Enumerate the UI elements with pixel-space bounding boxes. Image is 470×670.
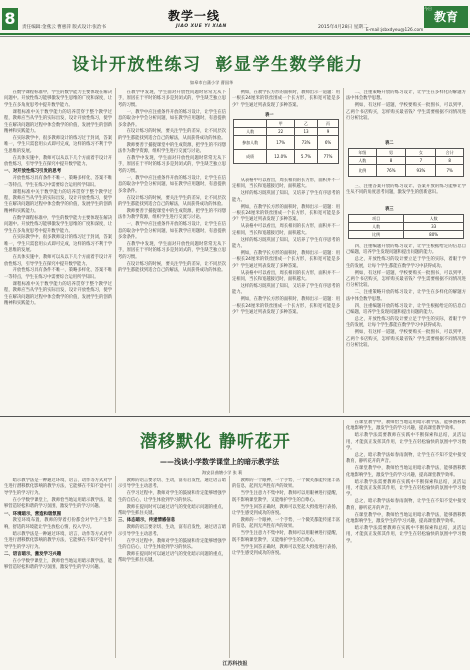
page-header xyxy=(0,0,470,34)
paragraph: 教室环境布置、教师的穿着打扮都会对学生产生影响，舒适的环境能让学生放松心情，投入学习。 xyxy=(4,518,112,530)
table-cell: 丙 xyxy=(318,120,339,128)
table-cell: 比例 xyxy=(349,165,377,177)
table-cell: 项目 xyxy=(349,215,404,223)
paragraph: 当学生注意力不集中时，教师可以用眼神进行提醒，既不影响课堂教学，又能维护学生的自尊心。 xyxy=(232,491,340,503)
table-cell: 76% xyxy=(376,165,406,177)
paragraph: 暗示教学法需要教师在实践中不断探索和总结，灵活运用，才能真正发挥其作用，让学生在轻松愉快的氛围中学习数学。 xyxy=(346,479,466,498)
paragraph: 课程标准中关于数学能力的培养贯穿于整个教学过程，教师应当从学生的实际出发，设计开放性练习，使学生在解决问题的过程中体会数学的价值，发展学生的创新精神和实践能力。 xyxy=(4,281,112,306)
table-cell: 6% xyxy=(318,136,339,150)
table-cell: 77% xyxy=(318,150,339,164)
table-row xyxy=(349,223,464,231)
table-cell: 7 xyxy=(406,157,436,165)
paragraph: 当学生回答正确时，教师可以竖起大拇指进行表扬，让学生感受到成功的喜悦。 xyxy=(232,504,340,517)
table-cell: 比例 xyxy=(349,231,404,239)
column-divider xyxy=(115,88,116,413)
paragraph: 在学习过程中，教师对学生的鼓励和肯定能够增强学生的自信心，让学生体验到学习的快乐。 xyxy=(118,538,226,551)
paragraph: 在课堂教学中，教师恰当地运用暗示教学法，能够潜移默化地影响学生，激发学生的学习兴趣，提高课堂教学效率。 xyxy=(346,420,466,432)
table-cell: 5.7% xyxy=(294,150,317,164)
paragraph: 例如，在教学长方形的面积时，教师出示一道题：用一根长24厘米的铁丝围成一个长方形，长和宽可能是多少？学生通过列表发现了多种答案。 xyxy=(232,90,340,108)
column-divider xyxy=(229,476,230,658)
paragraph: 在课堂教学中，教师恰当地运用暗示教学法，能够潜移默化地影响学生，激发学生的学习兴趣，提高课堂教学效率。 xyxy=(346,512,466,525)
subheading: 一、对开放性练习引发的思考 xyxy=(4,169,62,175)
paragraph: 暗示教学法需要教师在实践中不断探索和总结，灵活运用，才能真正发挥其作用，让学生在轻松愉快的氛围中学习数学。 xyxy=(346,526,466,544)
paragraph: 在小学数学课堂上，教师恰当地运用暗示教学法，能够营造轻松和谐的学习氛围，激发学生的学习兴趣。 xyxy=(4,497,112,510)
article1-column-3 xyxy=(232,178,340,410)
article2-column-2 xyxy=(118,478,226,656)
subheading: 三、体态暗示，传递情感信息 xyxy=(118,518,176,524)
table-row xyxy=(234,136,339,150)
header-rule-thin xyxy=(0,36,470,37)
table-cell: 人数 xyxy=(349,157,377,165)
paragraph: 在课堂教学中，教师恰当地运用暗示教学法，能够潜移默化地影响学生，激发学生的学习兴趣，提高课堂教学效率。 xyxy=(346,466,466,478)
column-divider xyxy=(115,476,116,658)
paragraph: 总之，暗示教学法如春雨润物，让学生在不知不觉中接受教育，静听花开的声音。 xyxy=(346,453,466,465)
paragraph: 在设计练习的时候，要关注学生的差异，让不同层次的学生都能找到适合自己的解法，从而获得成功的体验。 xyxy=(118,129,226,141)
table-row xyxy=(234,120,339,128)
article2-column-4 xyxy=(346,420,466,656)
article-separator xyxy=(0,416,470,417)
paragraph: 教师要善于捕捉课堂中的生成资源，把学生的不同想法作为教学资源，组织学生进行交流与讨论。 xyxy=(118,208,226,221)
paragraph: 一、教学中应注重条件开放的练习设计，让学生在信息的取舍中学会分析问题，如在教学应用题时，有意提供多余条件。 xyxy=(118,222,226,240)
paragraph: 一、教学中应注重条件开放的练习设计，让学生在信息的取舍中学会分析问题，如在教学应用题时，有意提供多余条件。 xyxy=(118,109,226,128)
paragraph: 暗示教学法需要教师在实践中不断探索和总结，灵活运用，才能真正发挥其作用，让学生在轻松愉快的氛围中学习数学。 xyxy=(346,433,466,452)
table-cell: 乙 xyxy=(294,120,317,128)
article2-byline: 海安县曲塘小学 张 莉 xyxy=(202,470,243,475)
table-cell: 9 xyxy=(318,128,339,136)
table-cell: 33 xyxy=(404,223,464,231)
table-row xyxy=(234,150,339,164)
paragraph: 从表格中可以看出，周长相同的长方形，面积并不一定相同，当长和宽越接近时，面积越大。 xyxy=(232,270,340,283)
paragraph: 这样的练习既巩固了知识，又培养了学生有序思考的能力。 xyxy=(232,191,340,203)
article1-column-4 xyxy=(346,244,466,410)
paragraph: 课程标准中关于数学能力的培养贯穿于整个教学过程，教师应当从学生的实际出发，设计开放性练习，使学生在解决问题的过程中体会数学的价值，发展学生的创新精神和实践能力。 xyxy=(4,189,112,214)
page-number: 8 xyxy=(2,8,18,30)
article1-byline: 如皋市白蒲小学 曹国华 xyxy=(190,80,234,85)
table-cell: 13 xyxy=(294,128,317,136)
paragraph: 二、注重策略开放的练习设计，让学生在多样化的解题方法中体会数学思想。 xyxy=(346,90,466,102)
paragraph: 在设计练习的时候，要关注学生的差异，让不同层次的学生都能找到适合自己的解法，从而获得成功的体验。 xyxy=(118,195,226,207)
data-table-2 xyxy=(348,148,464,177)
table-row xyxy=(349,231,464,239)
paragraph: 在实际教学中，很多教师设计的练习过于封闭，答案唯一，学生只需套用公式即可完成，这样的练习不利于学生思维的发展。 xyxy=(4,235,112,254)
table-cell: 人数 xyxy=(349,223,404,231)
paragraph: 在小学数学课堂上，教师恰当地运用暗示教学法，能够营造轻松和谐的学习氛围，激发学生的学习兴趣。 xyxy=(4,558,112,571)
article2-title: 潜移默化 静听花开 xyxy=(140,432,291,452)
paragraph: 教师的语言要亲切、生动，富有启发性，通过语言暗示引导学生主动思考。 xyxy=(118,525,226,537)
paragraph: 当学生注意力不集中时，教师可以用眼神进行提醒，既不影响课堂教学，又能维护学生的自尊心。 xyxy=(232,531,340,543)
paragraph: 从表格中可以看出，周长相同的长方形，面积并不一定相同，当长和宽越接近时，面积越大。 xyxy=(232,178,340,190)
paragraph: 教师在提问时可以通过语气的变化暗示问题的重点，帮助学生抓住关键。 xyxy=(118,504,226,517)
subheading: 一、环境暗示，营造和谐氛围 xyxy=(4,511,62,517)
data-table-1 xyxy=(233,119,339,164)
paragraph: 这样的练习既巩固了知识，又培养了学生有序思考的能力。 xyxy=(232,237,340,250)
article1-column-2 xyxy=(118,90,226,410)
paragraph: 在数学课程标准中，学生的数学能力主要体现在解决问题中。开放性练习能够激发学生思维的广度和深度，让学生在多角度思考中提升数学能力。 xyxy=(4,90,112,108)
table-row xyxy=(349,149,464,157)
header-rule xyxy=(0,33,470,35)
table-cell xyxy=(234,120,267,128)
paragraph: 例如，有这样一道题，学校要购买一批图书，可以到甲、乙两个书店购买，怎样购买最省钱？学生需要根据不同情况进行分析比较。 xyxy=(346,103,466,122)
paragraph: 在教学中发现，学生面对开放性问题时常常无从下手，原因在于平时的练习多是封闭式的，学生缺乏独立思考的习惯。 xyxy=(118,156,226,174)
table-cell: 8 xyxy=(376,157,406,165)
table-cell: 8 xyxy=(436,157,464,165)
table-cell: 成绩 xyxy=(234,150,267,164)
paragraph: 四、注重编题开放的练习设计，让学生根据给定的信息自己编题，培养学生发现问题和提出问题的能力。 xyxy=(346,303,466,316)
paragraph: 在教学中发现，学生面对开放性问题时常常无从下手，原因在于平时的练习多是封闭式的，学生缺乏独立思考的习惯。 xyxy=(118,90,226,108)
table-cell: 年级 xyxy=(349,149,377,157)
paragraph: 教师的一个眼神、一个手势、一个微笑都能传递丰富的信息，起到无声胜有声的效果。 xyxy=(232,478,340,490)
table-cell: 93% xyxy=(406,165,436,177)
table-row xyxy=(349,165,464,177)
table-cell: 7% xyxy=(436,165,464,177)
section-pinyin: JIAO XUE YI XIAN xyxy=(176,24,227,29)
brand-logo: 教育 xyxy=(424,6,468,28)
paragraph: 在数学课程标准中，学生的数学能力主要体现在解决问题中。开放性练习能够激发学生思维的广度和深度，让学生在多角度思考中提升数学能力。 xyxy=(4,215,112,234)
footer-banner: 江苏科技报 xyxy=(222,661,248,667)
data-table-3 xyxy=(348,214,464,239)
table-cell: 73% xyxy=(294,136,317,150)
article2-subtitle: ——浅谈小学数学课堂上的暗示教学法 xyxy=(160,458,279,466)
paragraph: 例如，在教学长方形的面积时，教师出示一道题：用一根长24厘米的铁丝围成一个长方形，长和宽可能是多少？学生通过列表发现了多种答案。 xyxy=(232,250,340,269)
table1-caption: 表一 xyxy=(265,113,274,118)
table3-caption: 表三 xyxy=(385,207,394,212)
table-row xyxy=(349,157,464,165)
table-cell: 80% xyxy=(404,231,464,239)
paragraph: 课程标准中关于数学能力的培养贯穿于整个教学过程，教师应当从学生的实际出发，设计开放性练习，使学生在解决问题的过程中体会数学的价值，发展学生的创新精神和实践能力。 xyxy=(4,109,112,134)
table-row xyxy=(234,128,339,136)
article2-column-3 xyxy=(232,478,340,656)
article1-column-3-top xyxy=(232,90,340,112)
paragraph: 开放性练习具有条件不唯一、策略多样化、答案不唯一等特点，学生在练习中需要综合运用所学知识。 xyxy=(4,176,112,188)
paragraph: 总之，开放性练习的设计要立足于学生的实际，着眼于学生的发展，让每个学生都能在数学学习中获得成功。 xyxy=(346,316,466,329)
paragraph: 三、注重答案开放的练习设计。答案开放的练习能够让学生从不同的角度思考问题，激发学生的创新意识。 xyxy=(346,184,466,196)
table-cell: 女 xyxy=(406,149,436,157)
paragraph: 教师的一个眼神、一个手势、一个微笑都能传递丰富的信息，起到无声胜有声的效果。 xyxy=(232,517,340,530)
paragraph: 二、注重策略开放的练习设计，让学生在多样化的解题方法中体会数学思想。 xyxy=(346,290,466,302)
paragraph: 教师的语言要亲切、生动，富有启发性，通过语言暗示引导学生主动思考。 xyxy=(118,478,226,490)
paragraph: 总之，开放性练习的设计要立足于学生的实际，着眼于学生的发展，让每个学生都能在数学学习中获得成功。 xyxy=(346,257,466,269)
paragraph: 总之，暗示教学法如春雨润物，让学生在不知不觉中接受教育，静听花开的声音。 xyxy=(346,499,466,511)
contact-email: E-mail:jsbxdyeu@126.com xyxy=(366,28,424,33)
paragraph: 从表格中可以看出，周长相同的长方形，面积并不一定相同，当长和宽越接近时，面积越大。 xyxy=(232,224,340,236)
column-divider xyxy=(343,88,344,413)
paragraph: 在教学中发现，学生面对开放性问题时常常无从下手，原因在于平时的练习多是封闭式的，学生缺乏独立思考的习惯。 xyxy=(118,241,226,260)
table-cell: 参加人数 xyxy=(234,136,267,150)
paragraph: 在实际教学中，很多教师设计的练习过于封闭，答案唯一，学生只需套用公式即可完成，这样的练习不利于学生思维的发展。 xyxy=(4,135,112,154)
article1-title xyxy=(72,50,364,75)
paragraph: 教师在提问时可以通过语气的变化暗示问题的重点，帮助学生抓住关键。 xyxy=(118,551,226,564)
table-cell: 17% xyxy=(267,136,295,150)
paragraph: 暗示教学法是一种通过环境、语言、动作等方式对学生进行潜移默化影响的教学方法，它能够在不知不觉中引导学生的学习行为。 xyxy=(4,478,112,496)
article1-column-4-top xyxy=(346,90,466,138)
table-row xyxy=(349,215,464,223)
staff-line: 责任编辑:金燕云 曹惠萍 版式设计:张治书 xyxy=(22,25,107,30)
article1-title-part2: 彰显学生数学能力 xyxy=(215,55,364,75)
column-divider xyxy=(343,420,344,658)
paragraph: 在设计练习的时候，要关注学生的差异，让不同层次的学生都能找到适合自己的解法，从而获得成功的体验。 xyxy=(118,261,226,273)
table-cell: 男 xyxy=(376,149,406,157)
date-line: 2015年4月28日 星期二 xyxy=(318,25,368,30)
paragraph: 例如，有这样一道题，学校要购买一批图书，可以到甲、乙两个书店购买，怎样购买最省钱？学生需要根据不同情况进行分析比较。 xyxy=(346,330,466,349)
paragraph: 这样的练习既巩固了知识，又培养了学生有序思考的能力。 xyxy=(232,284,340,296)
article2-column-1 xyxy=(4,478,112,656)
paragraph: 教师要善于捕捉课堂中的生成资源，把学生的不同想法作为教学资源，组织学生进行交流与讨论。 xyxy=(118,142,226,155)
article1-column-1 xyxy=(4,90,112,410)
paragraph: 开放性练习具有条件不唯一、策略多样化、答案不唯一等特点，学生在练习中需要综合运用所学知识。 xyxy=(4,268,112,280)
paragraph: 在具体实施中，教师可以从以下几个方面着手设计开放性练习，引导学生在探究中提升数学能力。 xyxy=(4,155,112,167)
paragraph: 例如，在教学长方形的面积时，教师出示一道题：用一根长24厘米的铁丝围成一个长方形，长和宽可能是多少？学生通过列表发现了多种答案。 xyxy=(232,204,340,223)
table-cell: 人数 xyxy=(234,128,267,136)
section-title: 教学一线 xyxy=(168,9,221,23)
subheading: 二、语言暗示，激发学习兴趣 xyxy=(4,551,62,557)
paragraph: 一、教学中应注重条件开放的练习设计，让学生在信息的取舍中学会分析问题，如在教学应用题时，有意提供多余条件。 xyxy=(118,175,226,194)
table-cell: 22 xyxy=(267,128,295,136)
table2-caption: 表二 xyxy=(385,141,394,146)
article1-column-4-mid xyxy=(346,184,466,204)
paragraph: 四、注重编题开放的练习设计，让学生根据给定的信息自己编题，培养学生发现问题和提出问题的能力。 xyxy=(346,244,466,256)
paragraph: 例如，在教学长方形的面积时，教师出示一道题：用一根长24厘米的铁丝围成一个长方形，长和宽可能是多少？学生通过列表发现了多种答案。 xyxy=(232,297,340,316)
column-divider xyxy=(229,88,230,413)
paragraph: 在具体实施中，教师可以从以下几个方面着手设计开放性练习，引导学生在探究中提升数学能力。 xyxy=(4,255,112,267)
table-cell: 人数 xyxy=(404,215,464,223)
paragraph: 在学习过程中，教师对学生的鼓励和肯定能够增强学生的自信心，让学生体验到学习的快乐。 xyxy=(118,491,226,503)
table-cell: 合计 xyxy=(436,149,464,157)
article1-title-part1: 设计开放性练习 xyxy=(72,55,202,75)
paragraph: 暗示教学法是一种通过环境、语言、动作等方式对学生进行潜移默化影响的教学方法，它能够在不知不觉中引导学生的学习行为。 xyxy=(4,531,112,550)
table-cell: 12.0% xyxy=(267,150,295,164)
table-cell: 甲 xyxy=(267,120,295,128)
paragraph: 当学生回答正确时，教师可以竖起大拇指进行表扬，让学生感受到成功的喜悦。 xyxy=(232,544,340,556)
paragraph: 例如，有这样一道题，学校要购买一批图书，可以到甲、乙两个书店购买，怎样购买最省钱？学生需要根据不同情况进行分析比较。 xyxy=(346,270,466,289)
brand-small: 今日 xyxy=(424,6,432,11)
